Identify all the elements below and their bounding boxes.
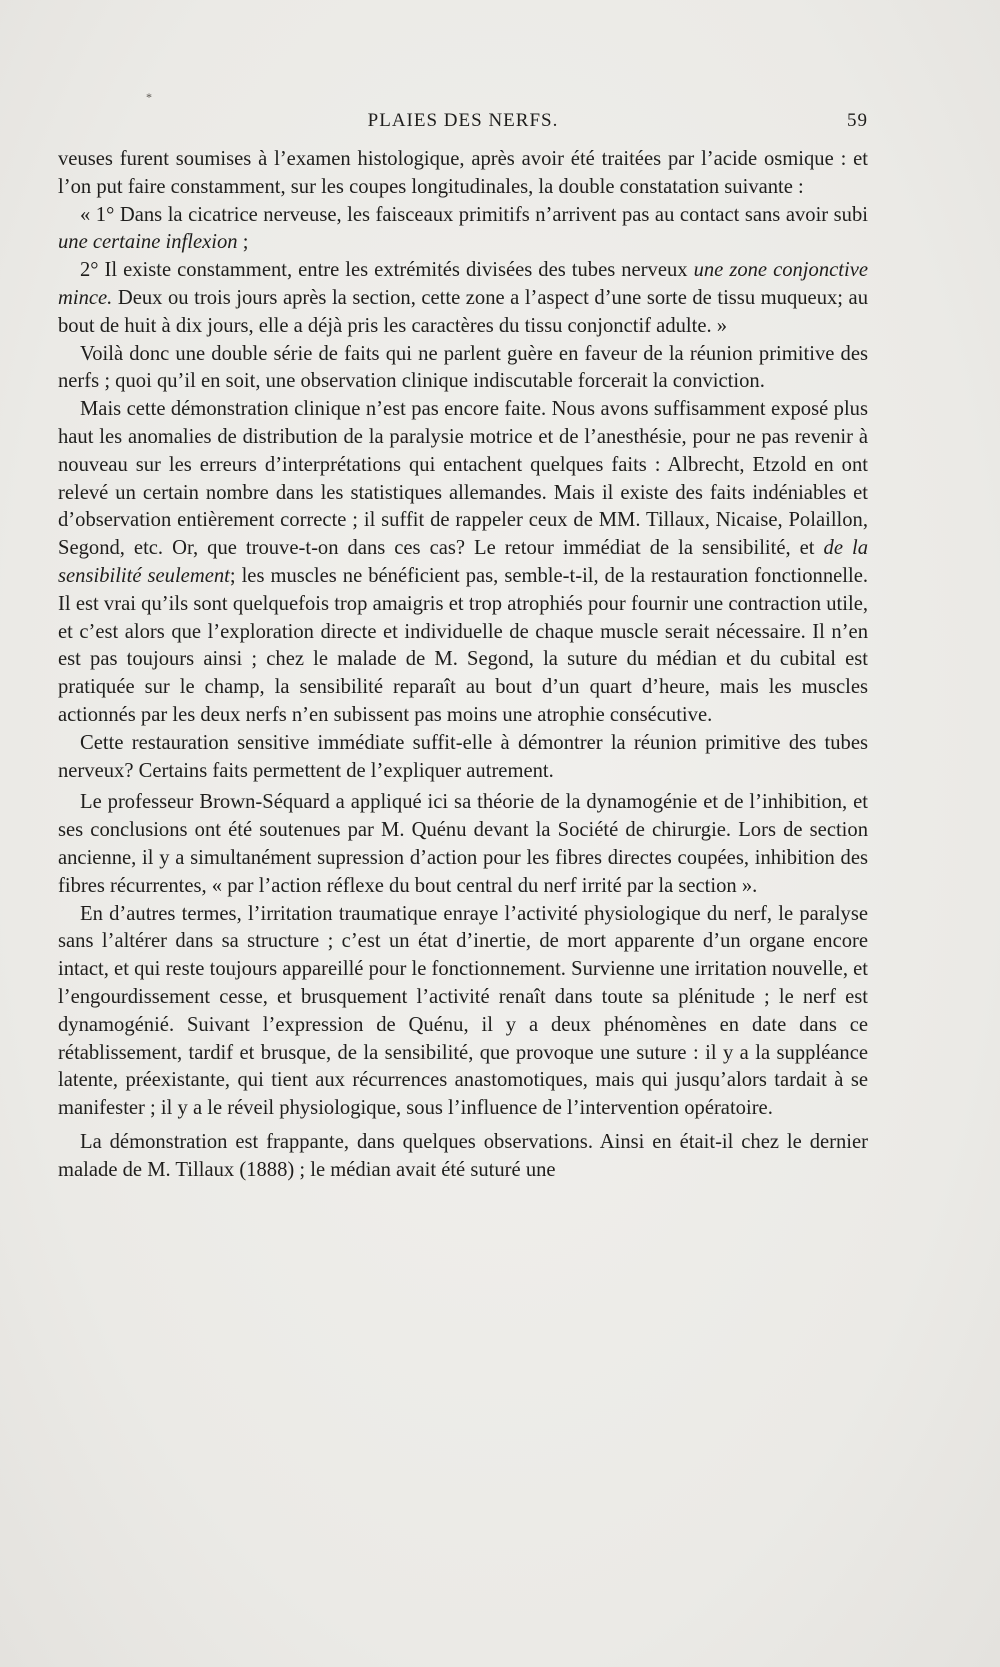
body-text [58, 146, 868, 1184]
text-run: Deux ou trois jours après la section, cette zone a l’aspect d’une sorte de tissu muqueux; au bout de huit à dix jours, elle a déjà pris les caractères du tissu conjonctif adulte. » [58, 286, 868, 337]
text-run: ; les muscles ne bénéficient pas, semble-t-il, de la restauration fonctionnelle. Il est vrai qu’ils sont quelquefois trop amaigris et trop atrophiés pour fournir une contraction utile, et c’est alors que l’exploration directe et individuelle de chaque muscle serait nécessaire. Il n’en est pas toujours ainsi ; chez le malade de M. Segond, la suture du médian et du cubital est pratiquée sur le champ, la sensibilité reparaît au bout d’un quart d’heure, mais les muscles actionnés par les deux nerfs n’en subissent pas moins une atrophie consécutive. [58, 564, 868, 726]
text-run: « 1° Dans la cicatrice nerveuse, les faisceaux primitifs n’arrivent pas au contact sans avoir subi [80, 203, 868, 226]
stray-print-mark: * [146, 90, 152, 104]
text-run: Le professeur Brown-Séquard a appliqué ici sa théorie de la dynamogénie et de l’inhibition, et ses conclusions ont été soutenues par M. Quénu devant la Société de chirurgie. Lors de section ancienne, il y a simultanément supression d’action pour les fibres directes coupées, inhibition des fibres récurrentes, « par l’action réflexe du bout central du nerf irrité par la section ». [58, 791, 868, 897]
text-run: veuses furent soumises à l’examen histologique, après avoir été traitées par l’acide osmique : et l’on put faire constamment, sur les coupes longitudinales, la double constatation suivante : [58, 148, 868, 198]
paragraph [58, 789, 868, 900]
italic-text-run: de la sensibilité seulement [58, 537, 868, 587]
paragraph [58, 1129, 868, 1185]
text-run: 2° Il existe constamment, entre les extrémités divisées des tubes nerveux [80, 259, 694, 282]
page-number: 59 [847, 110, 868, 131]
paragraph [58, 257, 868, 340]
text-run: En d’autres termes, l’irritation traumatique enraye l’activité physiologique du nerf, le paralyse sans l’altérer dans sa structure ; c’est un état d’inertie, de mort apparente d’un organe encore intact, et qui reste toujours appareillé pour le fonctionnement. Survienne une irritation nouvelle, et l’engourdissement cesse, et brusquement l’activité renaît dans toute sa plénitude ; le nerf est dynamogénié. Suivant l’expression de Quénu, il y a deux phénomènes en date dans ce rétablissement, tardif et brusque, de la sensibilité, que provoque une suture : il y a la suppléance latente, préexistante, qui tient aux récurrences anastomotiques, mais qui jusqu’alors tardait à se manifester ; il y a le réveil physiologique, sous l’influence de l’intervention opératoire. [58, 902, 868, 1120]
paragraph [58, 341, 868, 397]
paragraph [58, 396, 868, 730]
text-run: La démonstration est frappante, dans quelques observations. Ainsi en était-il chez le dernier malade de M. Tillaux (1888) ; le médian avait été suturé une [58, 1130, 868, 1181]
text-run: Cette restauration sensitive immédiate suffit-elle à démontrer la réunion primitive des tubes nerveux? Certains faits permettent de l’expliquer autrement. [58, 731, 868, 782]
text-run: Voilà donc une double série de faits qui ne parlent guère en faveur de la réunion primitive des nerfs ; quoi qu’il en soit, une observation clinique indiscutable forcerait la conviction. [58, 342, 868, 393]
text-run: ; [237, 231, 249, 254]
paragraph [58, 202, 868, 258]
italic-text-run: une certaine inflexion [58, 231, 238, 254]
page-header [58, 110, 868, 136]
text-run: Mais cette démonstration clinique n’est pas encore faite. Nous avons suffisamment exposé plus haut les anomalies de distribution de la paralysie motrice et de l’anesthésie, pour ne pas revenir à nouveau sur les erreurs d’interprétations qui entachent quelques faits : Albrecht, Etzold en ont relevé un certain nombre dans les statistiques allemandes. Mais il existe des faits indéniables et d’observation entièrement correcte ; il suffit de rappeler ceux de MM. Tillaux, Nicaise, Polaillon, Segond, etc. Or, que trouve-t-on dans ces cas? Le retour immédiat de la sensibilité, et [58, 398, 868, 560]
paragraph [58, 730, 868, 786]
italic-text-run: une zone conjonctive mince. [58, 259, 868, 309]
paragraph [58, 901, 868, 1123]
paragraph [58, 146, 868, 202]
running-title: PLAIES DES NERFS. [367, 110, 559, 131]
